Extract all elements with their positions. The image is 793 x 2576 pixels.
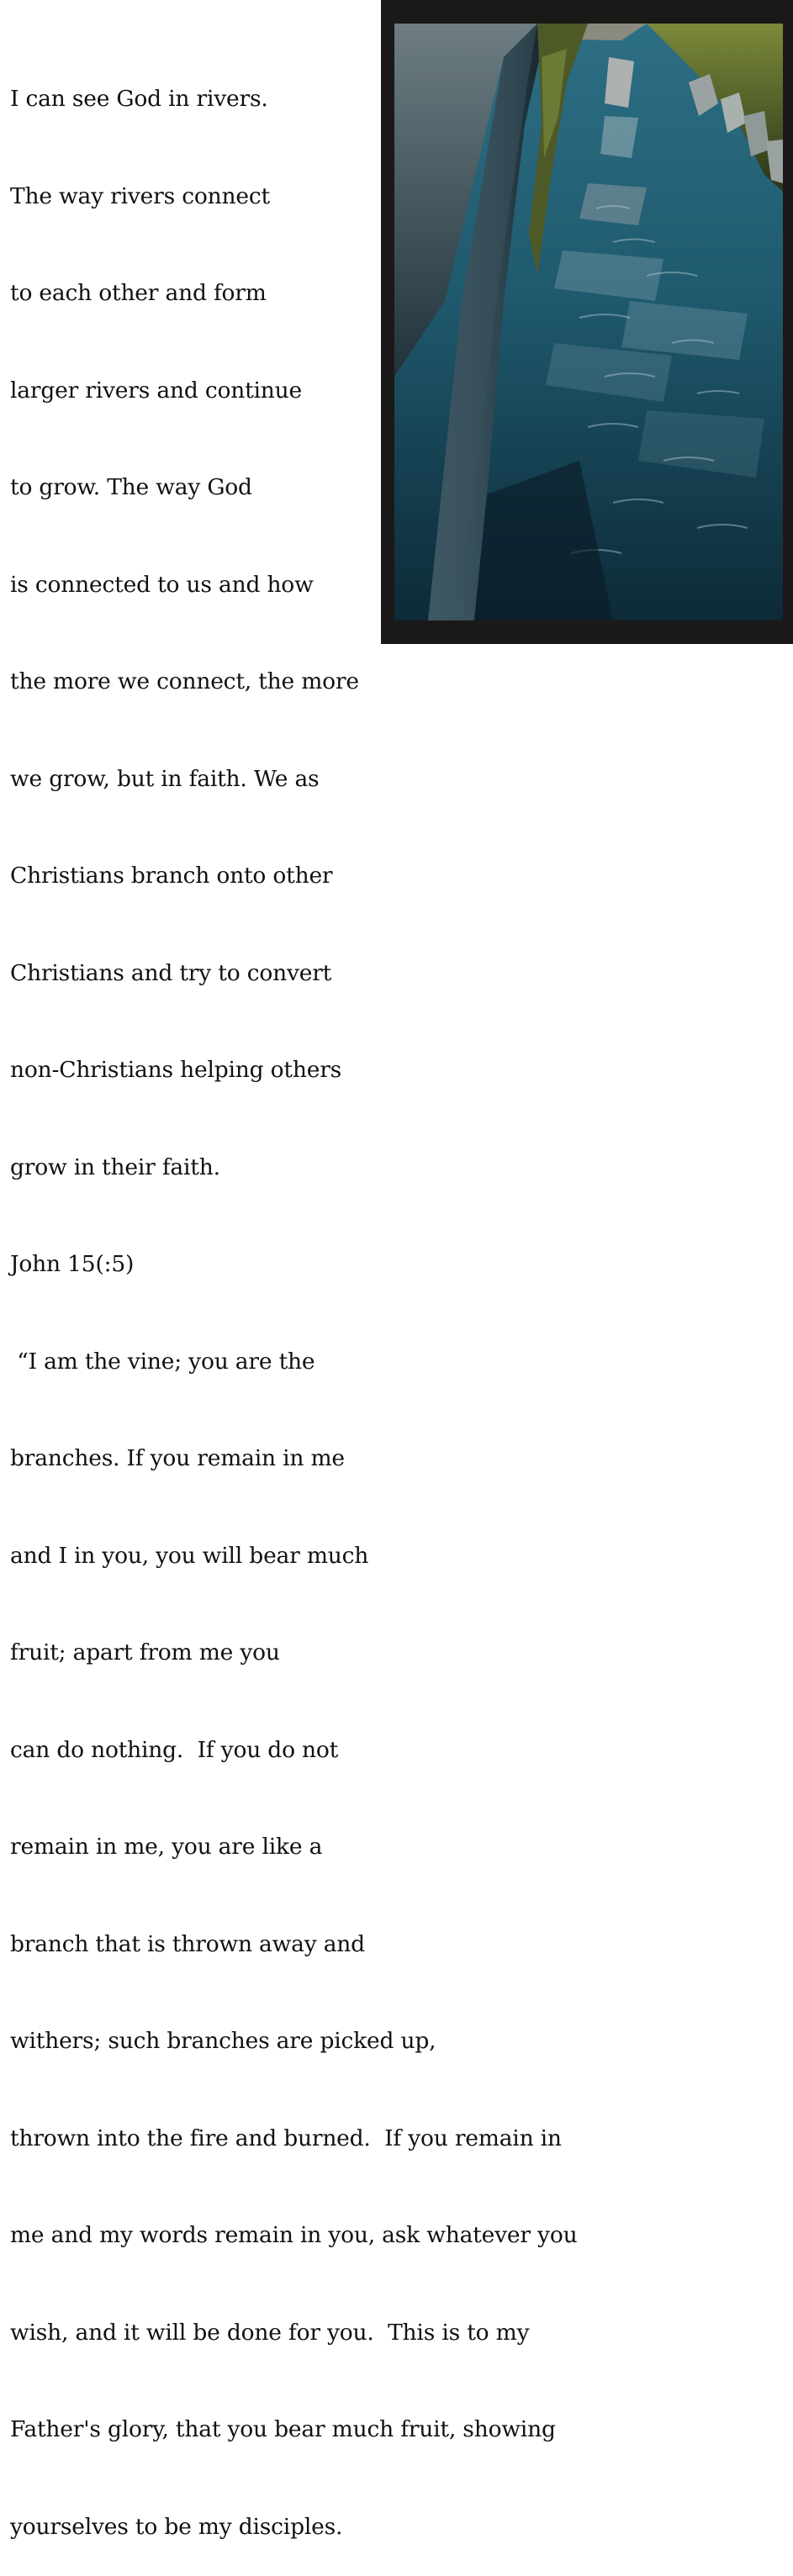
scripture-line: branch that is thrown away and: [10, 1930, 365, 1957]
scripture-line: branches. If you remain in me: [10, 1445, 345, 1471]
reflection-line: the more we connect, the more: [10, 668, 359, 694]
scripture-line: me and my words remain in you, ask whatever you: [10, 2222, 578, 2248]
scripture-line: thrown into the fire and burned. If you remain in: [10, 2125, 562, 2151]
reflection-line: I can see God in rivers.: [10, 86, 268, 112]
scripture-line: remain in me, you are like a: [10, 1834, 323, 1860]
scripture-reference: John 15(:5): [10, 1251, 135, 1277]
reflection-line: to each other and form: [10, 280, 267, 306]
scripture-line: Father's glory, that you bear much fruit, showing: [10, 2416, 556, 2442]
reflection-line: Christians and try to convert: [10, 959, 332, 986]
reflection-line: non-Christians helping others: [10, 1057, 342, 1083]
scripture-line: wish, and it will be done for you. This is to my: [10, 2319, 530, 2346]
stream-photo: [394, 24, 783, 620]
photo-frame: [381, 0, 793, 644]
reflection-line: Christians branch onto other: [10, 863, 333, 889]
reflection-line: to grow. The way God: [10, 474, 252, 500]
reflection-line: we grow, but in faith. We as: [10, 765, 320, 792]
scripture-line: can do nothing. If you do not: [10, 1736, 339, 1763]
scripture-line: “I am the vine; you are the: [10, 1348, 315, 1375]
reflection-line: grow in their faith.: [10, 1153, 220, 1180]
scripture-line: withers; such branches are picked up,: [10, 2028, 436, 2054]
scripture-line: yourselves to be my disciples.: [10, 2513, 343, 2540]
reflection-line: is connected to us and how: [10, 571, 314, 598]
scripture-line: and I in you, you will bear much: [10, 1542, 369, 1569]
reflection-line: The way rivers connect: [10, 182, 270, 209]
scripture-line: fruit; apart from me you: [10, 1639, 280, 1665]
stream-illustration: [394, 24, 783, 620]
reflection-line: larger rivers and continue: [10, 377, 303, 404]
